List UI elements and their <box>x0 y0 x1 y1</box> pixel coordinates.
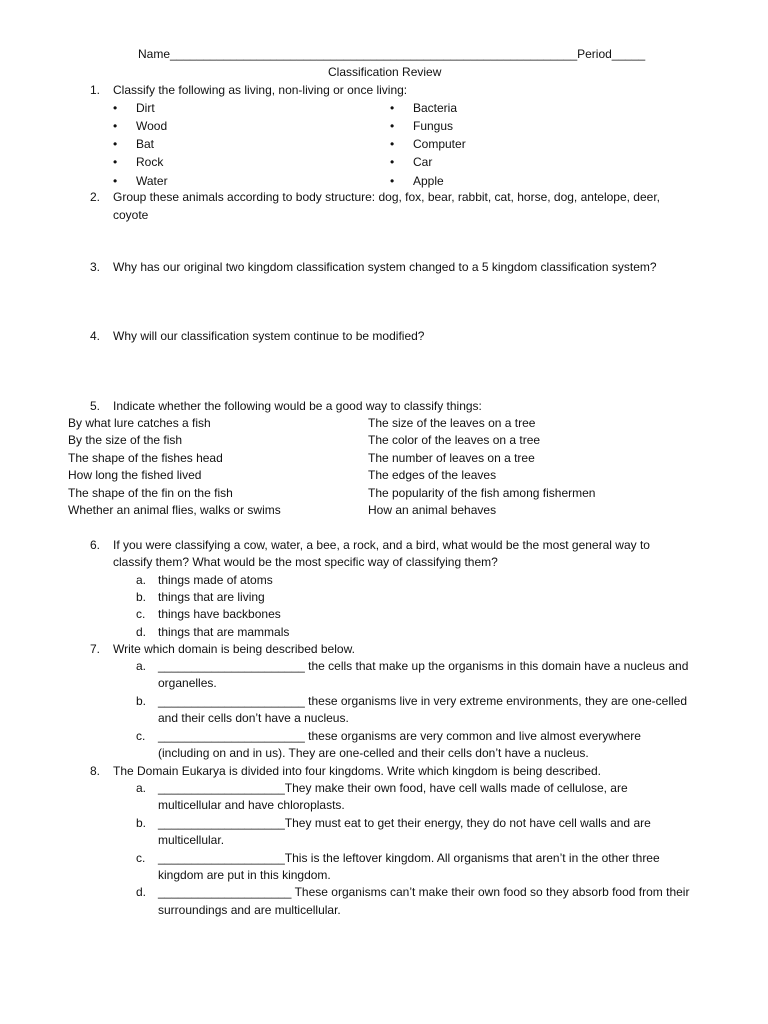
q1-item-wood: Wood <box>136 119 168 133</box>
q7-item-line2: and their cells don’t have a nucleus. <box>158 711 349 725</box>
q8-text: The Domain Eukarya is divided into four kingdoms. Write which kingdom is being described. <box>113 764 602 778</box>
q6-text-line1: If you were classifying a cow, water, a bee, a rock, and a bird, what would be the most general way to <box>113 538 650 552</box>
q7-item-line1[interactable]: ______________________ these organisms are very common and live almost everywhere <box>158 729 641 743</box>
bullet-icon: • <box>390 119 395 133</box>
bullet-icon: • <box>113 137 118 151</box>
q8-item-line2: multicellular. <box>158 833 225 847</box>
q8-item-letter: d. <box>136 885 147 899</box>
q6-option-text: things that are mammals <box>158 625 290 639</box>
q6-option-letter: c. <box>136 607 146 621</box>
q5-right-item: The number of leaves on a tree <box>368 451 535 465</box>
name-period-line[interactable]: Name_____________________________________________________________Period_____ <box>138 47 646 61</box>
q5-right-item: The edges of the leaves <box>368 468 497 482</box>
q6-number: 6. <box>90 538 101 552</box>
q5-left-item: By the size of the fish <box>68 433 183 447</box>
bullet-icon: • <box>390 101 395 115</box>
q6-text-line2: classify them? What would be the most specific way of classifying them? <box>113 555 498 569</box>
q5-left-item: The shape of the fin on the fish <box>68 486 233 500</box>
q1-item-car: Car <box>413 155 433 169</box>
q1-item-bat: Bat <box>136 137 155 151</box>
q5-number: 5. <box>90 399 101 413</box>
q1-item-rock: Rock <box>136 155 164 169</box>
q8-item-line2: surroundings and are multicellular. <box>158 903 341 917</box>
bullet-icon: • <box>390 174 395 188</box>
q8-item-line1[interactable]: ___________________This is the leftover kingdom. All organisms that aren’t in the other three <box>158 851 660 865</box>
q5-left-item: How long the fished lived <box>68 468 202 482</box>
q6-option-text: things have backbones <box>158 607 281 621</box>
q2-number: 2. <box>90 190 101 204</box>
q3-number: 3. <box>90 260 101 274</box>
q5-text: Indicate whether the following would be a good way to classify things: <box>113 399 482 413</box>
q1-item-computer: Computer <box>413 137 466 151</box>
q5-left-item: The shape of the fishes head <box>68 451 223 465</box>
bullet-icon: • <box>113 119 118 133</box>
q8-item-letter: a. <box>136 781 147 795</box>
q8-item-letter: b. <box>136 816 147 830</box>
q1-item-fungus: Fungus <box>413 119 454 133</box>
q2-text-line2: coyote <box>113 208 149 222</box>
page-title: Classification Review <box>328 65 442 79</box>
q7-item-letter: c. <box>136 729 146 743</box>
q8-number: 8. <box>90 764 101 778</box>
bullet-icon: • <box>113 155 118 169</box>
bullet-icon: • <box>113 174 118 188</box>
q1-item-water: Water <box>136 174 168 188</box>
q5-right-item: How an animal behaves <box>368 503 497 517</box>
q7-item-line2: (including on and in us). They are one-celled and their cells don’t have a nucleus. <box>158 746 589 760</box>
q1-item-dirt: Dirt <box>136 101 155 115</box>
q7-number: 7. <box>90 642 101 656</box>
q7-item-line1[interactable]: ______________________ the cells that make up the organisms in this domain have a nucleus and <box>158 659 689 673</box>
q1-text: Classify the following as living, non-living or once living: <box>113 83 408 97</box>
q1-item-apple: Apple <box>413 174 444 188</box>
q5-left-item: By what lure catches a fish <box>68 416 211 430</box>
q6-option-letter: a. <box>136 573 147 587</box>
bullet-icon: • <box>390 137 395 151</box>
bullet-icon: • <box>113 101 118 115</box>
q8-item-line1[interactable]: ___________________They make their own food, have cell walls made of cellulose, are <box>158 781 628 795</box>
q8-item-line2: kingdom are put in this kingdom. <box>158 868 331 882</box>
q7-item-line2: organelles. <box>158 676 217 690</box>
q8-item-line2: multicellular and have chloroplasts. <box>158 798 345 812</box>
q5-right-item: The color of the leaves on a tree <box>368 433 541 447</box>
q6-option-text: things made of atoms <box>158 573 273 587</box>
q1-number: 1. <box>90 83 101 97</box>
q5-right-item: The popularity of the fish among fishermen <box>368 486 596 500</box>
q8-item-line1[interactable]: ____________________ These organisms can’t make their own food so they absorb food from their <box>158 885 690 899</box>
q7-text: Write which domain is being described below. <box>113 642 355 656</box>
q6-option-text: things that are living <box>158 590 265 604</box>
q5-left-item: Whether an animal flies, walks or swims <box>68 503 281 517</box>
q7-item-letter: a. <box>136 659 147 673</box>
q4-text: Why will our classification system continue to be modified? <box>113 329 425 343</box>
q8-item-line1[interactable]: ___________________They must eat to get their energy, they do not have cell walls and are <box>158 816 651 830</box>
q1-item-bacteria: Bacteria <box>413 101 458 115</box>
bullet-icon: • <box>390 155 395 169</box>
q5-right-item: The size of the leaves on a tree <box>368 416 536 430</box>
q4-number: 4. <box>90 329 101 343</box>
q3-text: Why has our original two kingdom classification system changed to a 5 kingdom classification system? <box>113 260 657 274</box>
q7-item-line1[interactable]: ______________________ these organisms live in very extreme environments, they are one-celled <box>158 694 688 708</box>
q2-text-line1: Group these animals according to body structure: dog, fox, bear, rabbit, cat, horse, dog, antelope, deer, <box>113 190 660 204</box>
q6-option-letter: d. <box>136 625 147 639</box>
q8-item-letter: c. <box>136 851 146 865</box>
q6-option-letter: b. <box>136 590 147 604</box>
q7-item-letter: b. <box>136 694 147 708</box>
